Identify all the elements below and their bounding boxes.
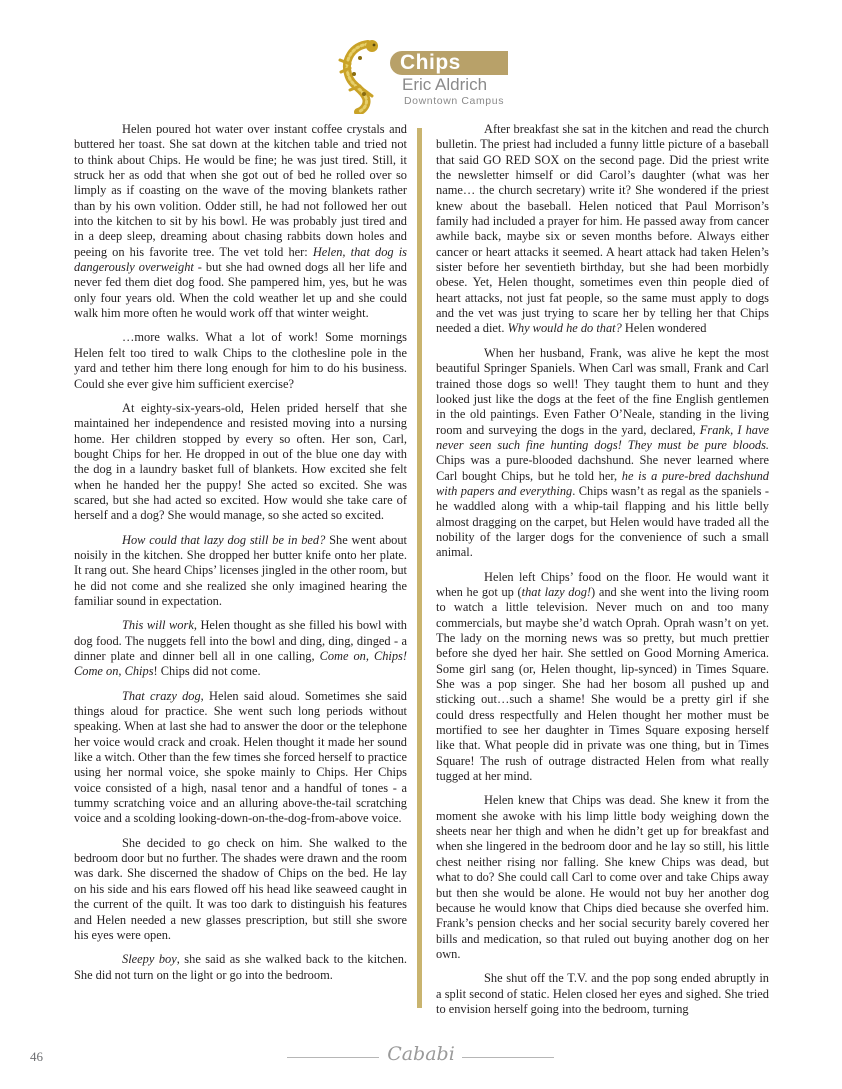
story-title: Chips (400, 51, 461, 74)
campus-name: Downtown Campus (404, 95, 505, 107)
paragraph: …more walks. What a lot of work! Some mornings Helen felt too tired to walk Chips to the clothesline pole in the yard and tether him there long enough for him to do his business. Could she ever give him sufficient exercise? (74, 330, 407, 391)
paragraph: Helen poured hot water over instant coffee crystals and buttered her toast. She sat down at the kitchen table and tried not to think about Chips. He would be fine; he was just tired. Still, it struck her as odd that when she got out of bed he rolled over so limply as if coasting on the wave of the moving blankets rather than by his own volition. Odder still, he had not followed her out into the kitchen to sit by his bowl. He was probably just tired and in a deep sleep, dreaming about chasing rabbits down holes and peeing on his favorite tree. The vet told her: Helen, that dog is dangerously overweight - but she had owned dogs all her life and never fed them diet dog food. She pampered him, yes, but he was only four years old. When the cold weather let up and she could walk him more often he would work off that winter weight. (74, 122, 408, 321)
magazine-logo: Cababi (387, 1043, 455, 1065)
right-column (436, 122, 769, 1026)
author-name: Eric Aldrich (402, 75, 488, 94)
lizard-logo-icon (338, 38, 398, 114)
story-header (338, 38, 508, 114)
column-divider (417, 128, 422, 1008)
paragraph: At eighty-six-years-old, Helen prided herself that she maintained her independence and resisted moving into a nursing home. Her children stopped by every so often. Her son, Carl, bought Chips for her. He dropped in out of the blue one day with the dog in a laundry basket full of blankets. How excited she felt when he handed her the puppy! She acted so excited. She was scared, but she had acted so excited. How would she take care of herself and a dog? She would manage, so she acted so excited. (74, 400, 407, 523)
paragraph: When her husband, Frank, was alive he kept the most beautiful Springer Spaniels. When Carl was small, Frank and Carl trained those dogs so well! They taught them to hunt and they looked just like the dogs at the feet of the fine English gentlemen in the old paintings. Even Father O’Neale, standing in the living room and surveying the dogs in the yard, declared, Frank, I have never seen such fine hunting dogs! They must be pure bloods. Chips was a pure-blooded dachshund. She never learned where Carl bought Chips, but he told her, he is a pure-bred dachshund with papers and everything. Chips wasn’t as regal as the spaniels - he waddled along with a whip-tail flapping and his little belly almost dragging on the carpet, but Helen would have traded all the nobility of the larger dogs for the convenience of such a small animal. (436, 345, 770, 560)
footer-rule-left (287, 1057, 379, 1058)
page-number: 46 (30, 1049, 43, 1064)
paragraph: That crazy dog, Helen said aloud. Sometimes she said things aloud for practice. She went such long periods without speaking. When at last she had to answer the door or the telephone her voice would crack and croak. Helen thought it made her sound like a witch. Other than the few times she forced herself to practice using her normal voice, she spoke mainly to Chips. Her Chips voice consisted of a high, nasal tenor and a handful of tones - a tummy scratching voice and an alluring above-the-tail scratching voice and a scolding looking-down-on-the-dog-from-above voice. (74, 688, 407, 826)
paragraph: She shut off the T.V. and the pop song ended abruptly in a split second of static. Helen closed her eyes and sighed. She tried to envision herself going into the bedroom, turning (436, 971, 769, 1016)
paragraph: Sleepy boy, she said as she walked back to the kitchen. She did not turn on the light or go into the bedroom. (74, 952, 407, 982)
paragraph: After breakfast she sat in the kitchen and read the church bulletin. The priest had included a funny little picture of a baseball that said GO RED SOX on the second page. Did the priest write the newsletter himself or did Carol’s daughter (what was her name… the church secretary) write it? She wondered if the priest knew about the baseball. Helen noticed that Paul Morrison’s family had included a prayer for him. He passed away from cancer awhile back, maybe six or seven months before. Always either cancer or heart attacks it seemed. A heart attack had taken Helen’s sister before her seventieth birthday, but she had been morbidly obese. Yet, Helen thought, sometimes even thin people died of heart attacks, not just fat people, so the same must apply to dogs and the vet was just trying to scare her by telling her that Chips needed a diet. Why would he do that? Helen wondered (436, 122, 769, 336)
paragraph: She decided to go check on him. She walked to the bedroom door but no further. The shades were drawn and the room was dark. She discerned the shadow of Chips on the bed. He lay on his side and his ears flowed off his head like seaweed caught in the current of the quilt. It was too dark to distinguish his features and Helen needed a new glasses prescription, but still she swore his eyes were open. (74, 835, 407, 942)
paragraph: How could that lazy dog still be in bed? She went about noisily in the kitchen. She dropped her butter knife onto her plate. It rang out. She heard Chips’ licenses jingled in the other room, but he did not come and she realized she only imagined hearing the familiar sound in expectation. (74, 532, 407, 608)
left-column (74, 122, 407, 992)
paragraph: Helen knew that Chips was dead. She knew it from the moment she awoke with his limp little body weighing down the sheets near her thigh and when he didn’t get up for breakfast and when she lingered in the bedroom door and he lay so still, his little chest neither rising nor falling. She knew Chips was dead, but what to do? She could call Carl to come over and take Chips away but then she would be alone. He would not buy her another dog because he would know that Chips died because she overfed him. Frank’s pension checks and her social security barely covered her bills and medication, so that ruled out buying another dog on her own. (436, 793, 769, 961)
paragraph: This will work, Helen thought as she filled his bowl with dog food. The nuggets fell into the bowl and ding, ding, dinged - a dinner plate and dinner bell all in one calling, Come on, Chips! Come on, Chips! Chips did not come. (74, 618, 407, 679)
paragraph: Helen left Chips’ food on the floor. He would want it when he got up (that lazy dog!) and she went into the living room to watch a little television. Never much on and too many commercials, but maybe she’d watch Oprah. Oprah wasn’t on yet. The lady on the morning news was so pretty, but much prettier before she dyed her hair. She settled on Good Morning America. Some girl sang (or, Helen thought, lip-synced) in Times Square. She was a pop singer. She had her bosom all pushed up and sticking out…such a shame! She would be a pretty girl if she could dress respectfully and Helen thought her mother must be mortified to see her daughter in Times Square exposing herself like that. What people did in private was one thing, but in Times Square! The rush of outrage distracted Helen from what really tugged at her mind. (436, 569, 769, 784)
footer-rule-right (462, 1057, 554, 1058)
